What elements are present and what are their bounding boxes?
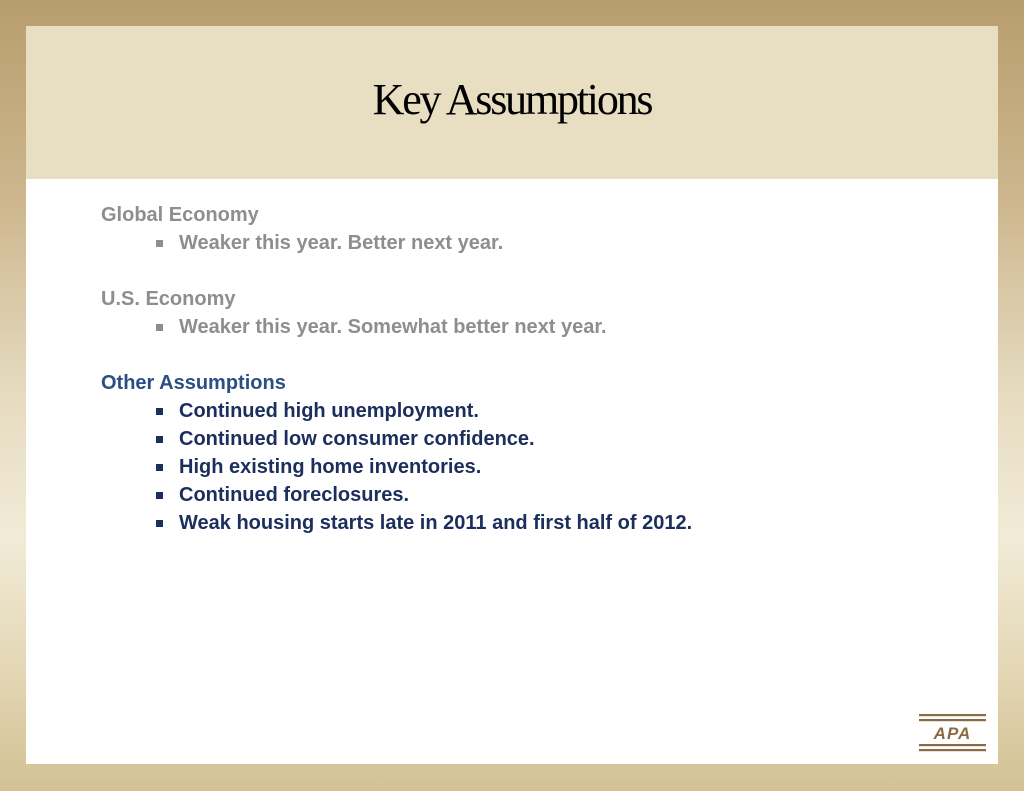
square-bullet-icon — [156, 240, 163, 247]
slide-title: Key Assumptions — [372, 75, 652, 124]
square-bullet-icon — [156, 492, 163, 499]
bullet-text: Weaker this year. Better next year. — [179, 232, 504, 254]
section-us-economy — [101, 285, 961, 341]
bullet-item — [153, 453, 961, 481]
section-heading: Other Assumptions — [101, 372, 286, 394]
square-bullet-icon — [156, 436, 163, 443]
section-heading: U.S. Economy — [101, 288, 236, 310]
section-other-assumptions — [101, 369, 961, 537]
bullet-text: Continued high unemployment. — [179, 400, 479, 422]
bullet-list — [101, 229, 961, 257]
bullet-item — [153, 397, 961, 425]
square-bullet-icon — [156, 464, 163, 471]
square-bullet-icon — [156, 520, 163, 527]
bullet-item — [153, 509, 961, 537]
apa-logo — [919, 714, 986, 754]
bullet-list — [101, 313, 961, 341]
bullet-text: High existing home inventories. — [179, 456, 482, 478]
section-global-economy — [101, 201, 961, 257]
bullet-text: Weak housing starts late in 2011 and first half of 2012. — [179, 512, 693, 534]
bullet-list — [101, 397, 961, 537]
bullet-item — [153, 313, 961, 341]
bullet-text: Continued foreclosures. — [179, 484, 410, 506]
bullet-text: Weaker this year. Somewhat better next year. — [179, 316, 607, 338]
square-bullet-icon — [156, 324, 163, 331]
title-band — [26, 26, 998, 179]
bullet-item — [153, 481, 961, 509]
bullet-item — [153, 229, 961, 257]
section-heading: Global Economy — [101, 204, 259, 226]
logo-text: APA — [933, 724, 972, 743]
slide-content — [101, 201, 961, 537]
bullet-item — [153, 425, 961, 453]
square-bullet-icon — [156, 408, 163, 415]
bullet-text: Continued low consumer confidence. — [179, 428, 535, 450]
slide — [26, 26, 998, 764]
